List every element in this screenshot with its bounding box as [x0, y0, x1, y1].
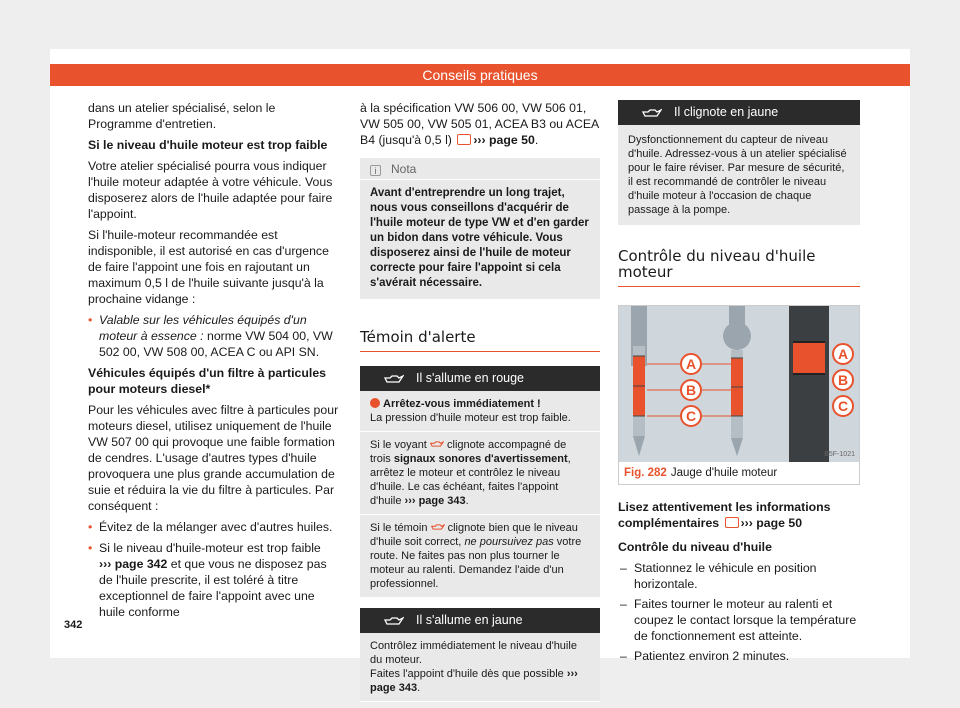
- step-item: – Patientez environ 2 minutes.: [618, 648, 860, 664]
- paragraph: Si l'huile-moteur recommandée est indisponible, il est autorisé en cas d'urgence de faire l'appoint une fois en rajoutant un maximum 0,5 l de l'huile suivante jusqu'à la prochaine vidange :: [88, 228, 329, 306]
- bullet-italic: Valable sur les véhicules équipés d'un moteur à essence :: [99, 313, 307, 343]
- red-warning-text: [360, 391, 600, 432]
- red-warning-text-2: Si le voyant clignote accompagné de trois signaux sonores d'avertissement, arrêtez le moteur et contrôlez le niveau d'huile. Le cas échéant, faites l'appoint d'huile ››› page 343.: [360, 432, 600, 515]
- oil-can-icon: [430, 440, 444, 448]
- page-number: 342: [64, 619, 83, 631]
- figure-code: B5F-1021: [824, 451, 855, 458]
- bullet-item: [88, 540, 340, 620]
- fig-label-a: A: [837, 346, 849, 362]
- page-link[interactable]: ››› page 342: [99, 557, 168, 571]
- paragraph: Pour les véhicules avec filtre à particules pour moteurs diesel, utilisez uniquement de l'huile VW 507 00 qui provoque une faible formation de cendres. L'usage d'autres types d'huile provoquera une plus grande accumulation de suie et réduira la vie du filtre à particules. Par conséquent :: [88, 403, 339, 513]
- fig-label-b: B: [837, 372, 849, 388]
- bullet-text: Si le niveau d'huile-moteur est trop faible: [99, 541, 321, 555]
- book-icon: [457, 134, 471, 145]
- page-link[interactable]: ››› page 50: [740, 516, 803, 530]
- page-link[interactable]: ››› page 343: [370, 668, 578, 694]
- warning-text: La pression d'huile moteur est trop faible.: [370, 412, 571, 424]
- header-label: Il clignote en jaune: [674, 105, 779, 119]
- header-label: Il s'allume en rouge: [416, 371, 525, 385]
- text: clignote accompagné de trois: [370, 439, 567, 465]
- bold-text: signaux sonores d'avertissement: [393, 453, 568, 465]
- chapter-header: Conseils pratiques: [50, 64, 910, 86]
- paragraph: Votre atelier spécialisé pourra vous indiquer l'huile moteur adaptée à votre véhicule. Vous disposerez alors de l'huile adaptée pour faire l'appoint.: [88, 159, 333, 221]
- yellow-warning-text: Contrôlez immédiatement le niveau d'huile du moteur. Faites l'appoint d'huile dès que possible ››› page 343.: [360, 633, 600, 702]
- figure: [618, 305, 860, 485]
- paragraph: [618, 499, 860, 531]
- fig-label-b: B: [685, 382, 697, 398]
- oil-can-icon: [384, 374, 404, 384]
- page-link[interactable]: ››› page 343: [404, 495, 466, 507]
- text: Si le témoin: [370, 522, 428, 534]
- book-icon: [725, 517, 739, 528]
- oil-can-icon: [431, 523, 445, 531]
- text: Faites l'appoint d'huile dès que possible: [370, 668, 564, 680]
- bullet-text: norme VW 504 00, VW 502 00, VW 508 00, ACEA C ou API SN.: [99, 329, 333, 359]
- step-item: – Stationnez le véhicule en position horizontale.: [618, 560, 860, 592]
- section-title: Contrôle du niveau d'huile moteur: [618, 226, 860, 287]
- column-2: [360, 100, 600, 702]
- text: clignote bien que le niveau d'huile soit correct,: [370, 522, 578, 548]
- dipstick-drawing: [619, 306, 859, 462]
- column-3: [618, 100, 860, 668]
- bullet-text: et que vous ne disposez pas de l'huile prescrite, il est toléré à titre exceptionnel de faire l'appoint avec une huile conforme: [99, 557, 327, 619]
- italic-text: ne poursuivez pas: [464, 536, 554, 548]
- fig-label-c: C: [685, 408, 697, 424]
- info-icon: i: [370, 165, 381, 176]
- red-warning-header: [360, 366, 600, 391]
- blink-warning-text: Dysfonctionnement du capteur de niveau d'huile. Adressez-vous à un atelier spécialisé pour le faire réviser. Par mesure de sécurité, il est recommandé de contrôler le niveau d'huile moteur à l'occasion de chaque passage à la pompe.: [618, 125, 860, 226]
- oil-can-icon: [384, 616, 404, 626]
- paragraph-text: à la spécification VW 506 00, VW 506 01, VW 505 00, VW 505 01, ACEA B3 ou ACEA B4 (jusqu'à 0,5 l): [360, 101, 599, 147]
- bullet-item: [88, 312, 340, 360]
- warning-bold: Arrêtez-vous immédiatement !: [383, 398, 541, 410]
- fig-label-a: A: [685, 356, 697, 372]
- subheading: Contrôle du niveau d'huile: [618, 540, 772, 554]
- paragraph: à la spécification VW 506 00, VW 506 01, VW 505 00, VW 505 01, ACEA B3 ou ACEA B4 (jusqu'à 0,5 l) ››› page 50.: [360, 101, 599, 147]
- note-box: [360, 158, 600, 299]
- paragraph: dans un atelier spécialisé, selon le Programme d'entretien.: [88, 101, 276, 131]
- figure-number: Fig. 282: [624, 467, 667, 479]
- note-text: Avant d'entreprendre un long trajet, nous vous conseillons d'acquérir de l'huile moteur de type VW et d'en garder un bidon dans votre véhicule. Vous disposerez ainsi de l'huile de moteur correcte pour faire l'appoint si cela s'avérait nécessaire.: [370, 187, 589, 289]
- red-warning-text-3: [360, 515, 600, 598]
- subheading: Si le niveau d'huile moteur est trop faible: [88, 138, 328, 152]
- text: Lisez attentivement les informations complémentaires: [618, 500, 831, 530]
- subheading: Véhicules équipés d'un filtre à particules pour moteurs diesel*: [88, 366, 327, 396]
- section-title: Témoin d'alerte: [360, 313, 600, 352]
- figure-caption: [619, 462, 859, 484]
- column-1: [88, 100, 340, 625]
- blink-warning-header: [618, 100, 860, 125]
- oil-can-icon: [642, 108, 662, 118]
- text: , arrêtez le moteur et contrôlez le niveau d'huile. Le cas échéant, faites l'appoint d'huile: [370, 453, 571, 507]
- caption-text: Jauge d'huile moteur: [670, 467, 778, 479]
- bullet-item: • Évitez de la mélanger avec d'autres huiles.: [88, 519, 340, 535]
- note-header: [360, 158, 600, 180]
- step-item: – Faites tourner le moteur au ralenti et coupez le contact lorsque la température de fonctionnement est atteinte.: [618, 596, 860, 644]
- text: Si le voyant: [370, 439, 427, 451]
- fig-label-c: C: [837, 398, 849, 414]
- dipstick-illustration: [619, 306, 859, 462]
- note-label: Nota: [391, 162, 417, 176]
- text: votre route. Ne faites pas non plus tourner le moteur au ralenti. Demandez l'aide d'un professionnel.: [370, 536, 582, 590]
- page-link[interactable]: ››› page 50: [473, 133, 535, 147]
- text: Contrôlez immédiatement le niveau d'huile du moteur.: [370, 640, 577, 666]
- header-label: Il s'allume en jaune: [416, 613, 523, 627]
- yellow-warning-header: [360, 608, 600, 633]
- warning-dot-icon: [370, 398, 380, 408]
